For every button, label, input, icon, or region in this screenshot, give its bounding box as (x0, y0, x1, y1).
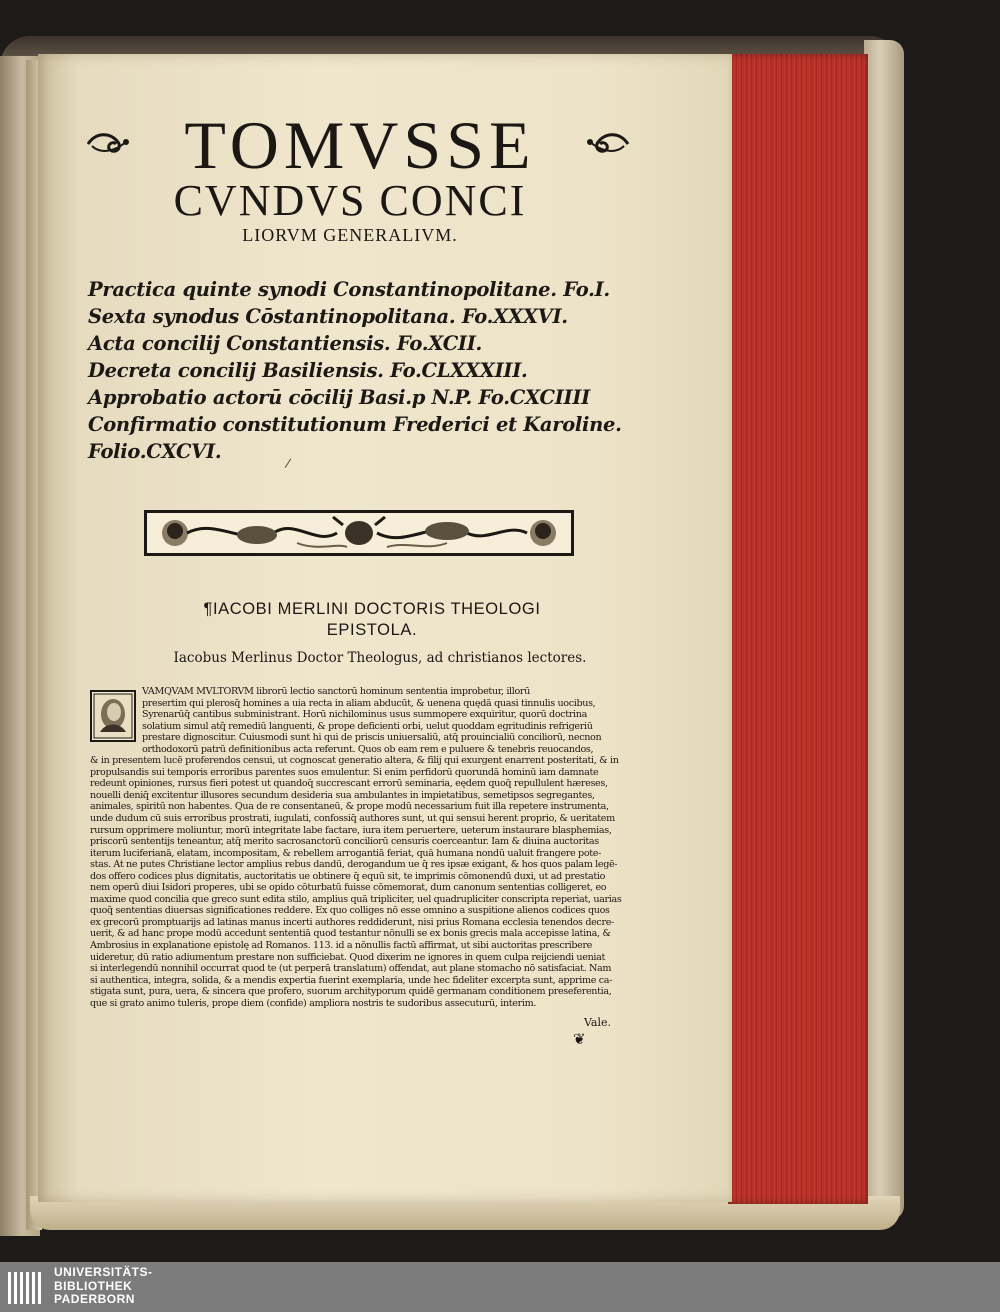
library-name-line-1: UNIVERSITÄTS- (54, 1265, 153, 1279)
end-fleuron-icon: ❦ (573, 1030, 586, 1048)
text-line: VAMQVAM MVLTORVM librorū lectio sanctorū hominum sententia improbetur, illorū (142, 686, 530, 697)
text-line: propulsandis sui temporis erroribus parentes suos emulentur. Si enim perfidorū quorundā hominū iam damnate (90, 766, 599, 778)
text-line: orthodoxorū patrū definitionibus acta referunt. Quos ob eam rem e puluere & tenebris reuocandos, (142, 743, 594, 755)
library-logo-icon (6, 1268, 48, 1308)
book-cover-right (864, 40, 904, 1220)
text-line: nouelli deniq̄ excitentur illusores secundum desideria sua ambulantes in impietatibus, semetipsos segregantes, (90, 789, 595, 801)
library-name-line-2: BIBLIOTHEK (54, 1278, 133, 1293)
epistle-address: Iacobus Merlinus Doctor Theologus, ad christianos lectores. (173, 650, 587, 666)
text-line: dos offero codices plus dignitatis, auctoritatis ue obtinere q̄ equū sit, te imprimis cōmonendū duxi, ut ad prestatio (90, 870, 606, 882)
pen-mark: / (284, 455, 292, 471)
book-title-line-1: TOMVSSE (184, 107, 536, 183)
library-name-line-3: PADERBORN (54, 1292, 135, 1306)
text-line: stigata sunt, pura, uera, & sincera que profero, suorum archityporum quidē germanam conditionem preseferentia, (90, 986, 612, 998)
text-line: redeunt opiniones, rursus fieri potest ut quandoq̄ succrescant errorū seminaria, eędem quoq̄ repullulent hæreses, (90, 778, 608, 790)
text-line: ex grecorū promptuarijs ad latinas manus incerti authores reddiderunt, nisi prius Romana ecclesia tenendos decre- (90, 916, 614, 928)
text-line: priscorū sententijs teneantur, atq̄ merito sacrosanctorū conciliorū censuris coerceantur. Iam & diuina auctoritas (90, 836, 599, 848)
text-line: Syrenarūq̄ cantibus subministrant. Horū nichilominus usus summopere exquiritur, quorū doctrina (142, 709, 587, 721)
text-line: Ambrosius in explanatione epistolę ad Romanos. 113. id a nōnullis factū affirmat, ut sibi auctoritas prescribere (90, 940, 593, 952)
text-line: uideretur, dū ratio adiumentum prestare non sufficiebat. Quod dixerim ne ignores in quem culpa reijciendi ueniat (90, 951, 605, 963)
text-line: uerit, & ad hanc prope modū accedunt sententiā quod testantur nōnulli se ex bonis grecis mala accepisse latina, & (90, 928, 611, 940)
closing-word: Vale. (584, 1016, 612, 1029)
text-line: iterum luciferianā, elatam, incompositam, & rebellem arrogantiā feriat, quā humana nondū ualuit frangere pote- (90, 847, 601, 859)
contents-entry: Approbatio actorū cōcilij Basi.p N.P. Fo.CXCIIII (88, 386, 590, 409)
text-line: solatium simul atq̄ remediū languenti, & prope deficienti orbi, uelut quoddam egritudinis refrigeriū (142, 720, 593, 732)
contents-entry: Acta concilij Constantiensis. Fo.XCII. (88, 332, 483, 355)
text-line: presertim qui plerosq̄ homines a uia recta in aliam abducūt, & uenena quędā quasi tinnulis uocibus, (142, 697, 596, 709)
text-line: quoq̄ sententias diuersas significationes reddere. Ex quo colliges nō esse omnino a suspitione alienos codices quos (90, 905, 610, 917)
text-line: prestare dignoscitur. Cuiusmodi sunt hi qui de priscis uniuersaliū, atq̄ prouincialiū conciliorū, necnon (142, 732, 602, 744)
text-line: que si grato animo tuleris, prope diem (confide) ampliora nostris te sudoribus assecuturū, interim. (90, 997, 537, 1009)
text-line: nem operū diui Isidori properes, ubi se opido cōturbatū fuisse cōmemorat, dum canonum sententias colligeret, eo (90, 882, 607, 894)
text-line: rursum opprimere moliuntur, morū integritate labe factare, iura item peruertere, ueterum instaurare blasphemias, (90, 824, 612, 836)
text-line: maxime quod concilia que greco sunt edita stilo, amplius quā tripliciter, uel quadrupliciter conscripta reperiat, uarias (90, 893, 622, 905)
text-line: si authentica, integra, solida, & a mendis expertia fuerint exemplaria, unde hec fideliter excerpta sunt, apprime ca- (90, 974, 612, 986)
table-of-contents (88, 276, 648, 465)
library-footer (0, 1262, 1000, 1312)
text-line: & in presentem lucē proferendos censui, ut cognoscat generatio altera, & filij qui exurgent enarrent posteritati, & in (90, 755, 619, 767)
decorated-initial-icon (90, 690, 136, 742)
text-line: si interlegendū nonnihil occurrat quod te (ut perperā translatum) offendat, aut plane stomacho nō satisfaciat. Nam (90, 963, 612, 975)
contents-entry: Sexta synodus Cōstantinopolitana. Fo.XXXVI. (88, 305, 568, 328)
text-line: animales, spiritū non habentes. Qua de re consentaneū, & prope modū necessarium fuit illa repetere instrumenta, (90, 801, 609, 813)
contents-entry: Decreta concilij Basiliensis. Fo.CLXXXIII. (88, 359, 528, 382)
epistle-heading: ¶IACOBI MERLINI DOCTORIS THEOLOGI (203, 600, 541, 618)
red-fore-edge (728, 54, 868, 1204)
woodcut-banner (144, 510, 574, 556)
library-name (54, 1266, 153, 1307)
book-title-line-2: CVNDVS CONCI (173, 176, 527, 225)
epistle-heading-2: EPISTOLA. (326, 621, 418, 639)
woodcut-cherubs-icon (147, 513, 571, 553)
contents-entry: Folio.CXCVI. (88, 440, 222, 463)
book-title-line-3: LIORVM GENERALIVM. (242, 225, 458, 245)
epistle-body (90, 686, 642, 1009)
text-line: stas. At ne putes Christiane lector amplius rebus dandū, derogandum ue q̄ res ipsæ exigant, & hos quos palam legē- (90, 859, 618, 871)
contents-entry: Confirmatio constitutionum Frederici et Karoline. (88, 413, 622, 436)
text-line: unde dudum cū suis erroribus prostrati, iugulati, confossiq̄ authores sunt, ut qui sensui herent proprio, & ueritatem (90, 813, 615, 825)
contents-entry: Practica quinte synodi Constantinopolitane. Fo.I. (88, 278, 610, 301)
